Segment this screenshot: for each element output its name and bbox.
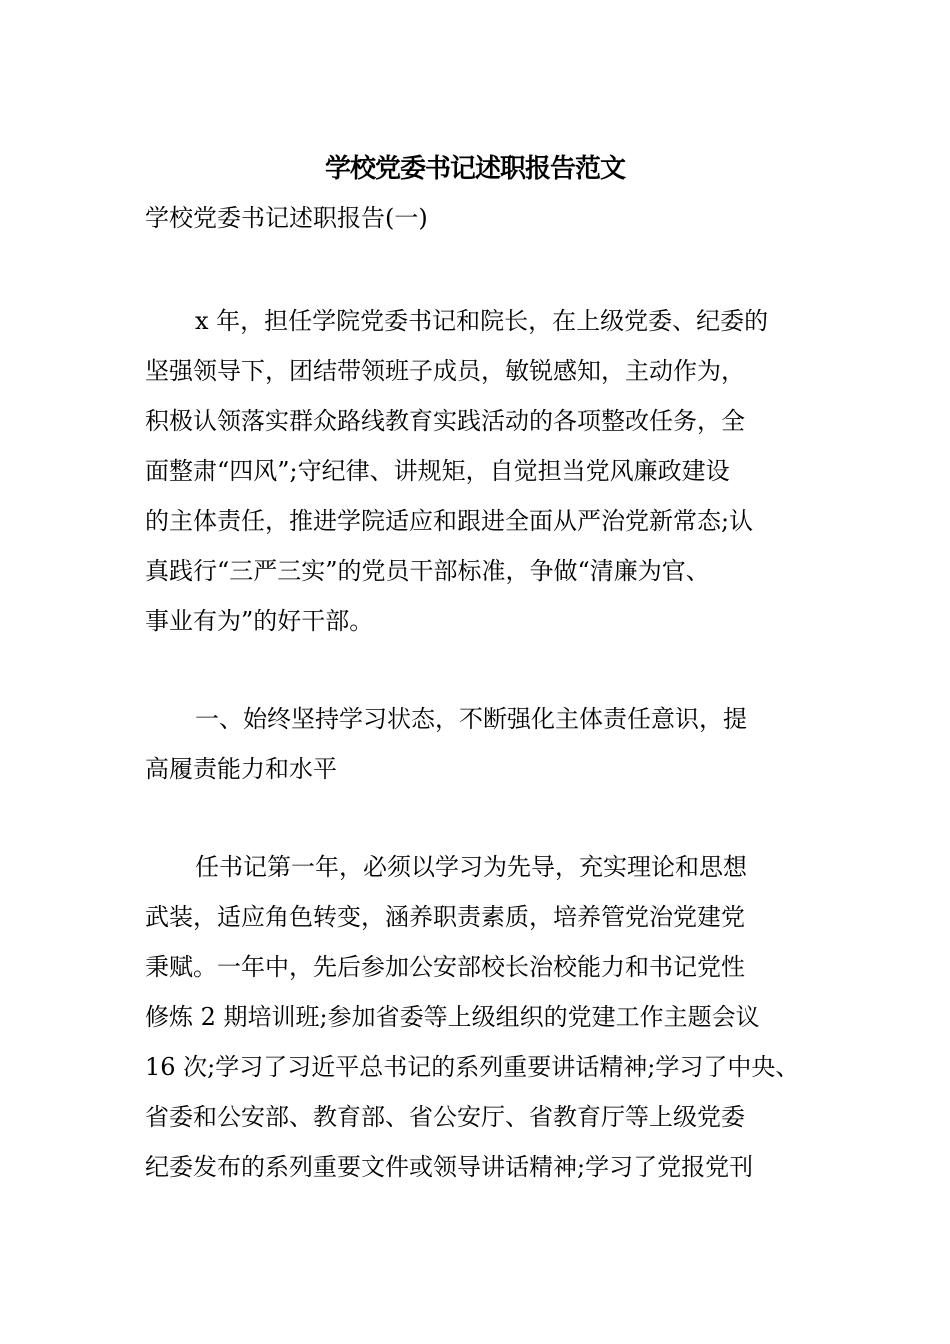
paragraph-line: 省委和公安部、教育部、省公安厅、省教育厅等上级党委 (145, 1103, 745, 1131)
paragraph-intro (145, 296, 810, 646)
paragraph-line: 事业有为”的好干部。 (145, 607, 374, 635)
paragraph-line: 任书记第一年，必须以学习为先导，充实理论和思想 (195, 853, 747, 881)
paragraph-line: 秉赋。一年中，先后参加公安部校长治校能力和书记党性 (145, 953, 745, 981)
heading-line: 一、始终坚持学习状态，不断强化主体责任意识，提 (195, 705, 747, 733)
paragraph-line: 坚强领导下，团结带领班子成员，敏锐感知，主动作为， (145, 357, 745, 385)
paragraph-line: 16 次;学习了习近平总书记的系列重要讲话精神;学习了中央、 (145, 1053, 800, 1081)
paragraph-line: 的主体责任，推进学院适应和跟进全面从严治党新常态;认 (145, 507, 754, 535)
section-heading-1 (145, 694, 810, 794)
paragraph-line: 真践行“三严三实”的党员干部标准，争做“清廉为官、 (145, 557, 710, 585)
paragraph-section-1 (145, 842, 810, 1192)
paragraph-line: 面整肃“四风”;守纪律、讲规矩，自觉担当党风廉政建设 (145, 457, 730, 485)
paragraph-line: x 年，担任学院党委书记和院长，在上级党委、纪委的 (195, 307, 769, 335)
paragraph-line: 修炼 2 期培训班;参加省委等上级组织的党建工作主题会议 (145, 1003, 760, 1031)
document-title: 学校党委书记述职报告范文 (324, 154, 625, 184)
paragraph-line: 纪委发布的系列重要文件或领导讲话精神;学习了党报党刊 (145, 1153, 754, 1181)
heading-line: 高履责能力和水平 (145, 755, 337, 783)
document-subtitle: 学校党委书记述职报告(一) (145, 204, 428, 232)
paragraph-line: 积极认领落实群众路线教育实践活动的各项整改任务，全 (145, 407, 745, 435)
paragraph-line: 武装，适应角色转变，涵养职责素质，培养管党治党建党 (145, 903, 745, 931)
